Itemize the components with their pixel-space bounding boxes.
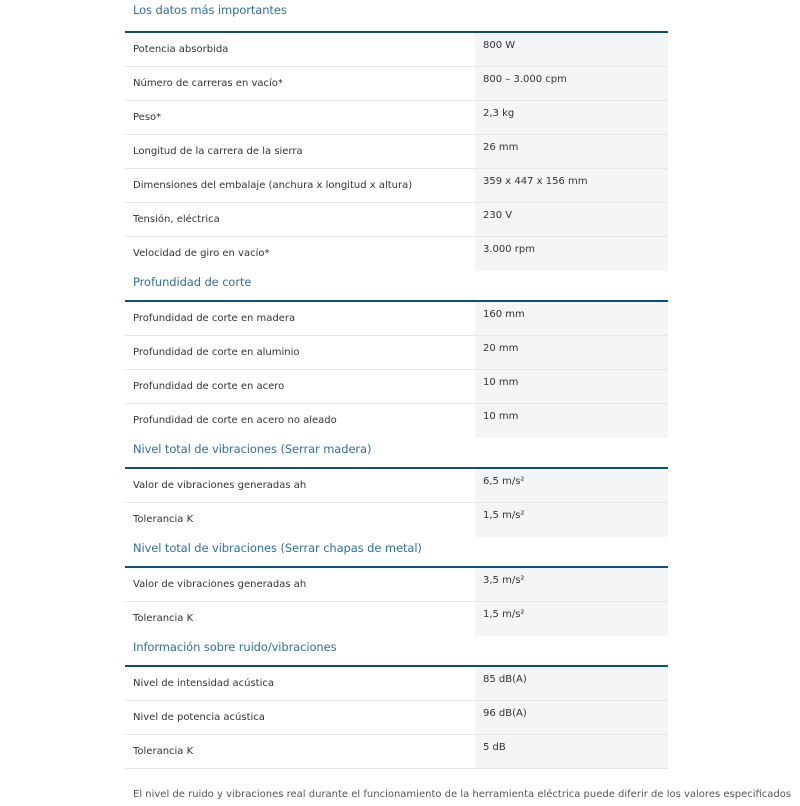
table-row	[125, 302, 668, 336]
section-vibration-metal	[125, 537, 668, 636]
row-label: Profundidad de corte en acero no aleado	[125, 404, 475, 438]
table-row	[125, 370, 668, 404]
section-title: Nivel total de vibraciones (Serrar madera)	[125, 438, 668, 469]
section-vibration-wood	[125, 438, 668, 537]
table-row	[125, 135, 668, 169]
row-value: 26 mm	[475, 135, 668, 168]
row-label: Valor de vibraciones generadas ah	[125, 469, 475, 502]
row-value: 2,3 kg	[475, 101, 668, 134]
footer-note	[133, 789, 792, 802]
row-value: 85 dB(A)	[475, 667, 668, 700]
row-label: Profundidad de corte en aluminio	[125, 336, 475, 369]
row-value: 3,5 m/s²	[475, 568, 668, 601]
row-value: 10 mm	[475, 404, 668, 438]
row-label: Dimensiones del embalaje (anchura x longitud x altura)	[125, 169, 475, 202]
footer-note-text: El nivel de ruido y vibraciones real durante el funcionamiento de la herramienta eléctrica puede diferir de los valores especificados	[133, 789, 792, 800]
section-noise-vibration	[125, 636, 668, 769]
row-value: 230 V	[475, 203, 668, 236]
row-label: Tolerancia K	[125, 503, 475, 537]
table-row	[125, 169, 668, 203]
section-title: Los datos más importantes	[125, 0, 668, 33]
row-value: 1,5 m/s²	[475, 503, 668, 537]
row-value: 5 dB	[475, 735, 668, 768]
row-label: Tolerancia K	[125, 602, 475, 636]
row-label: Peso*	[125, 101, 475, 134]
row-label: Tensión, eléctrica	[125, 203, 475, 236]
row-label: Potencia absorbida	[125, 33, 475, 66]
table-row	[125, 469, 668, 503]
row-value: 800 W	[475, 33, 668, 66]
table-row	[125, 602, 668, 636]
specs-table	[125, 0, 668, 769]
row-value: 1,5 m/s²	[475, 602, 668, 636]
section-title: Información sobre ruido/vibraciones	[125, 636, 668, 667]
row-label: Longitud de la carrera de la sierra	[125, 135, 475, 168]
row-label: Número de carreras en vacío*	[125, 67, 475, 100]
row-value: 96 dB(A)	[475, 701, 668, 734]
row-label: Valor de vibraciones generadas ah	[125, 568, 475, 601]
table-row	[125, 237, 668, 271]
table-row	[125, 203, 668, 237]
section-cutting-depth	[125, 271, 668, 438]
row-label: Tolerancia K	[125, 735, 475, 768]
table-row	[125, 67, 668, 101]
row-label: Profundidad de corte en madera	[125, 302, 475, 335]
section-title: Nivel total de vibraciones (Serrar chapas de metal)	[125, 537, 668, 568]
table-row	[125, 33, 668, 67]
table-row	[125, 404, 668, 438]
row-label: Nivel de potencia acústica	[125, 701, 475, 734]
table-row	[125, 336, 668, 370]
table-row	[125, 735, 668, 769]
section-title: Profundidad de corte	[125, 271, 668, 302]
row-label: Velocidad de giro en vacío*	[125, 237, 475, 271]
table-row	[125, 701, 668, 735]
table-row	[125, 503, 668, 537]
row-value: 800 – 3.000 cpm	[475, 67, 668, 100]
table-row	[125, 568, 668, 602]
row-label: Nivel de intensidad acústica	[125, 667, 475, 700]
table-row	[125, 667, 668, 701]
table-row	[125, 101, 668, 135]
row-value: 6,5 m/s²	[475, 469, 668, 502]
row-value: 359 x 447 x 156 mm	[475, 169, 668, 202]
row-value: 3.000 rpm	[475, 237, 668, 271]
row-value: 20 mm	[475, 336, 668, 369]
row-label: Profundidad de corte en acero	[125, 370, 475, 403]
section-important-data	[125, 0, 668, 271]
row-value: 160 mm	[475, 302, 668, 335]
row-value: 10 mm	[475, 370, 668, 403]
